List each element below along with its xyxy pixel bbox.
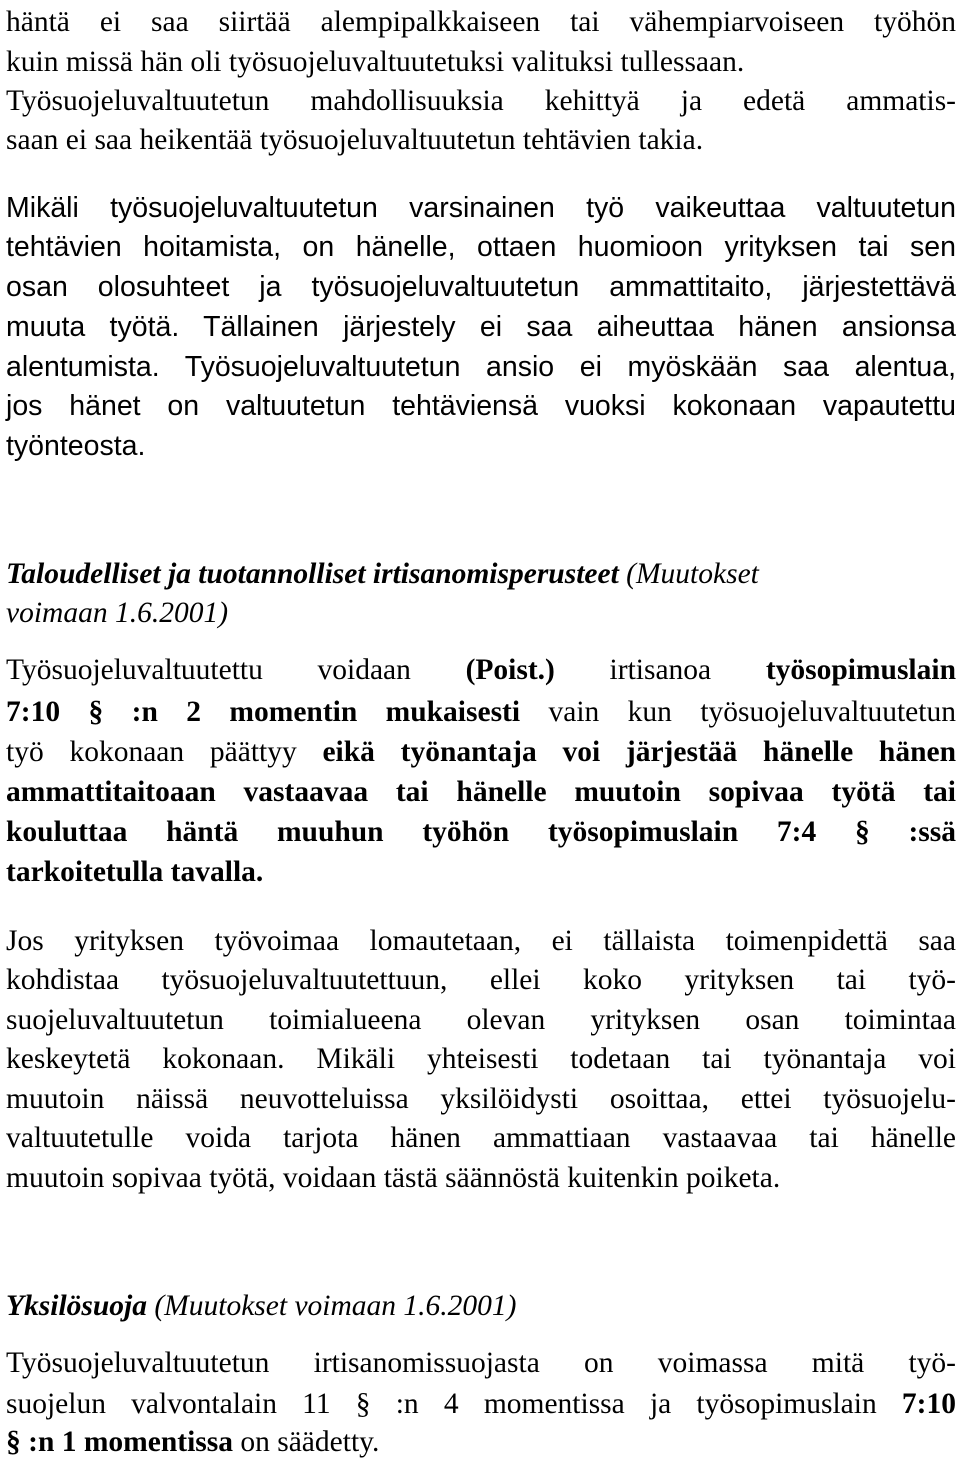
text-line: ammattitaitoaan vastaavaa tai hänelle muutoin sopivaa työtä tai — [6, 776, 956, 808]
text-line: kuin missä hän oli työsuojeluvaltuutetuksi valituksi tullessaan. — [6, 46, 745, 78]
text-line: häntä ei saa siirtää alempipalkkaiseen tai vähempiarvoiseen työhön — [6, 6, 956, 38]
section-heading-note: (Muutokset voimaan 1.6.2001) — [146, 1290, 517, 1322]
text-line: muutoin sopivaa työtä, voidaan tästä säännöstä kuitenkin poiketa. — [6, 1162, 781, 1194]
text-line — [6, 1384, 956, 1424]
text-line — [6, 692, 956, 732]
text-run-bold: 7:10 — [901, 1388, 956, 1420]
text-run: vain kun työsuojeluvaltuutetun — [520, 696, 956, 728]
section-heading — [6, 554, 956, 594]
section-heading-title: Taloudelliset ja tuotannolliset irtisanomisperusteet — [6, 558, 619, 590]
text-run-bold: eikä työnantaja voi järjestää hänelle hänen — [322, 736, 956, 768]
text-line: Mikäli työsuojeluvaltuutetun varsinainen työ vaikeuttaa valtuutetun — [6, 192, 956, 224]
text-run: suojelun valvontalain 11 § :n 4 momentissa ja työsopimuslain — [6, 1388, 902, 1420]
text-run: irtisanoa — [554, 654, 766, 686]
text-line: suojeluvaltuutetun toimialueena olevan yrityksen osan toimintaa — [6, 1004, 956, 1036]
section-heading-note: (Muutokset — [618, 558, 759, 590]
text-line: tehtävien hoitamista, on hänelle, ottaen huomioon yrityksen tai sen — [6, 231, 956, 263]
text-line: keskeytetä kokonaan. Mikäli yhteisesti todetaan tai työnantaja voi — [6, 1043, 956, 1075]
text-line — [6, 650, 956, 690]
text-line: jos hänet on valtuutetun tehtäviensä vuoksi kokonaan vapautettu — [6, 390, 956, 422]
text-line: tarkoitetulla tavalla. — [6, 856, 264, 888]
text-line: valtuutetulle voida tarjota hänen ammattiaan vastaavaa tai hänelle — [6, 1122, 956, 1154]
text-line: kohdistaa työsuojeluvaltuutettuun, ellei koko yrityksen tai työ- — [6, 964, 956, 996]
text-line: kouluttaa häntä muuhun työhön työsopimuslain 7:4 § :ssä — [6, 816, 956, 848]
text-line — [6, 732, 956, 772]
text-line: muutoin näissä neuvotteluissa yksilöidysti osoittaa, ettei työsuojelu- — [6, 1083, 956, 1115]
text-run-bold: § :n 1 momentissa — [6, 1426, 233, 1458]
text-line: osan olosuhteet ja työsuojeluvaltuutetun ammattitaito, järjestettävä — [6, 271, 956, 303]
text-line: Jos yrityksen työvoimaa lomautetaan, ei tällaista toimenpidettä saa — [6, 925, 956, 957]
text-run-bold: työsopimuslain — [765, 654, 956, 686]
section-heading-title: Yksilösuoja — [6, 1290, 147, 1322]
text-run-bold: (Poist.) — [465, 654, 555, 686]
section-heading — [6, 1286, 956, 1326]
text-line: muuta työtä. Tällainen järjestely ei saa aiheuttaa hänen ansionsa — [6, 311, 956, 343]
text-line: työnteosta. — [6, 430, 146, 462]
text-run: Työsuojeluvaltuutettu voidaan — [6, 654, 466, 686]
text-line: saan ei saa heikentää työsuojeluvaltuutetun tehtävien takia. — [6, 124, 704, 156]
text-line — [6, 1422, 956, 1462]
text-run: on säädetty. — [232, 1426, 380, 1458]
text-run: työ kokonaan päättyy — [6, 736, 323, 768]
text-run-bold: 7:10 § :n 2 momentin mukaisesti — [6, 696, 521, 728]
text-line: Työsuojeluvaltuutetun irtisanomissuojasta on voimassa mitä työ- — [6, 1347, 956, 1379]
text-line: alentumista. Työsuojeluvaltuutetun ansio ei myöskään saa alentua, — [6, 351, 956, 383]
text-line: Työsuojeluvaltuutetun mahdollisuuksia kehittyä ja edetä ammatis- — [6, 85, 956, 117]
section-heading-continued: voimaan 1.6.2001) — [6, 597, 229, 629]
